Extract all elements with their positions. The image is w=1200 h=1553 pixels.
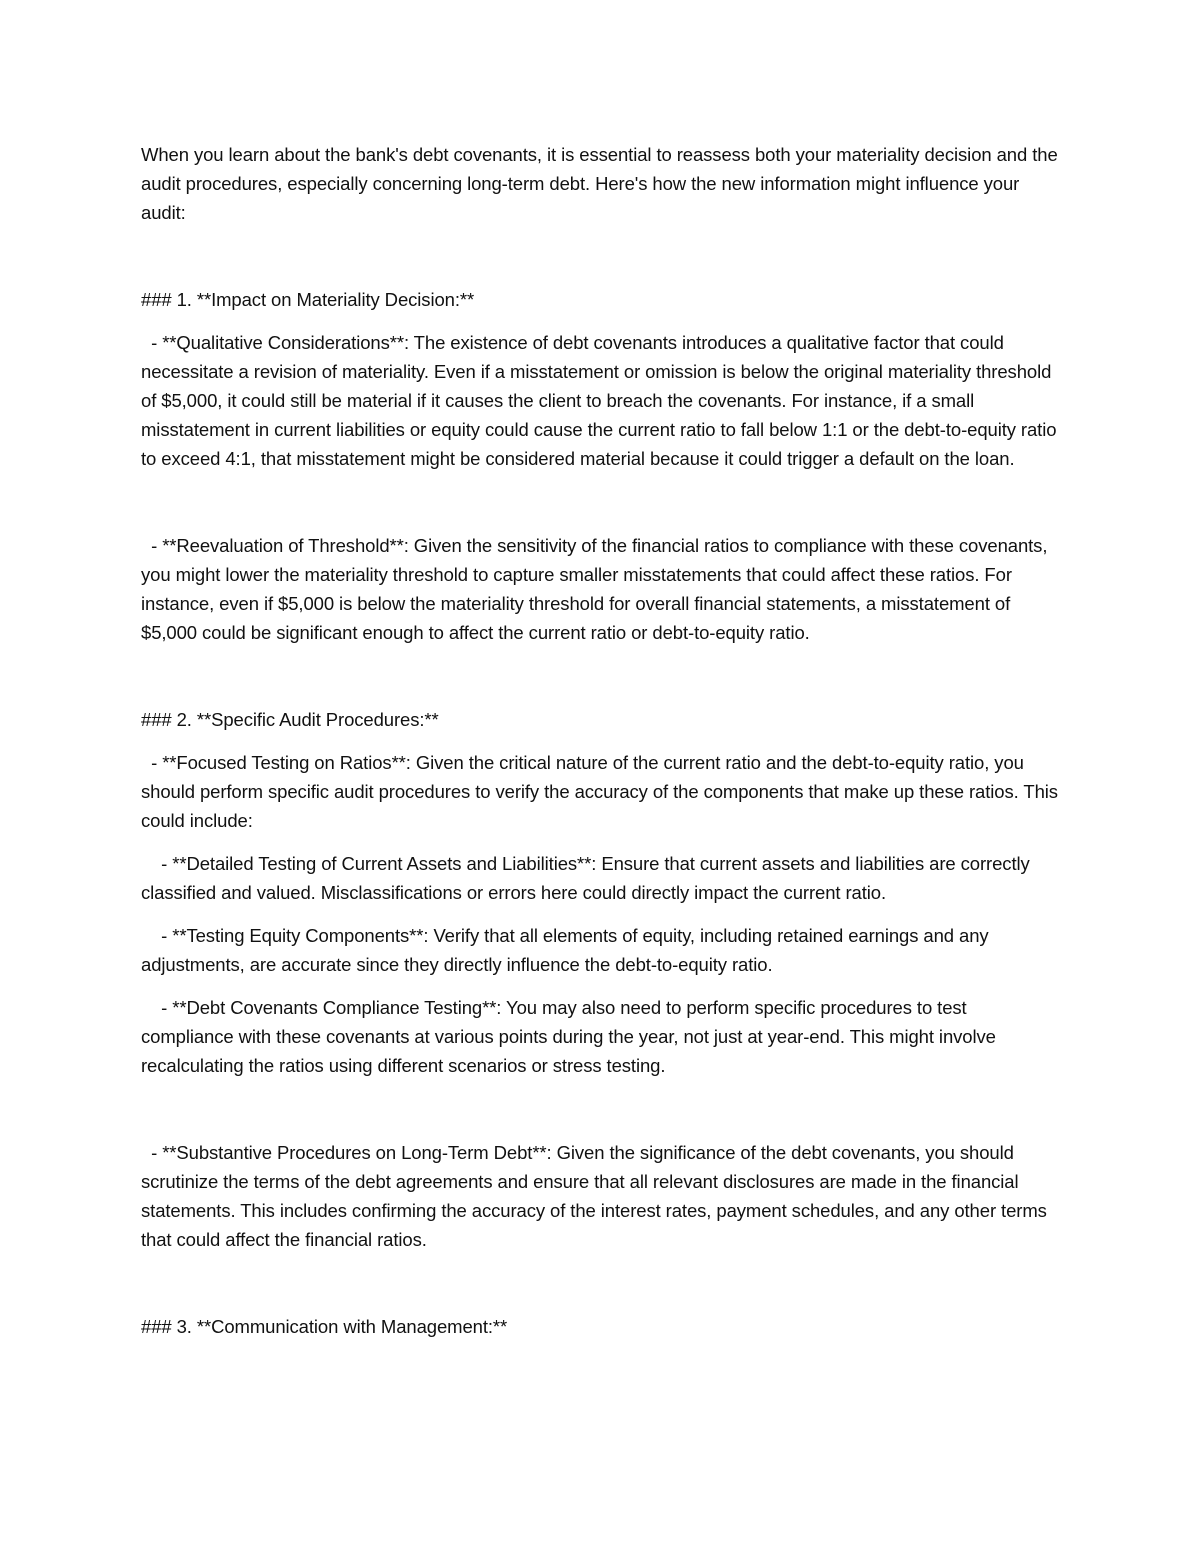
section-2-subitem-current-assets: - **Detailed Testing of Current Assets and Liabilities**: Ensure that current assets and liabilities are correctly classified and valued. Misclassifications or errors here could directly impact the current ratio. (141, 853, 1035, 903)
spacer (141, 835, 1061, 849)
spacer (141, 227, 1061, 285)
spacer (141, 473, 1061, 531)
spacer (141, 907, 1061, 921)
spacer (141, 979, 1061, 993)
spacer (141, 1254, 1061, 1312)
section-1-item-qualitative: - **Qualitative Considerations**: The existence of debt covenants introduces a qualitative factor that could necessitate a revision of materiality. Even if a misstatement or omission is below the original materiality threshold of $5,000, it could still be material if it causes the client to breach the covenants. For instance, if a small misstatement in current liabilities or equity could cause the current ratio to fall below 1:1 or the debt-to-equity ratio to exceed 4:1, that misstatement might be considered material because it could trigger a default on the loan. (141, 332, 1062, 469)
section-1-item-reevaluation: - **Reevaluation of Threshold**: Given the sensitivity of the financial ratios to compliance with these covenants, you might lower the materiality threshold to capture smaller misstatements that could affect these ratios. For instance, even if $5,000 is below the materiality threshold for overall financial statements, a misstatement of $5,000 could be significant enough to affect the current ratio or debt-to-equity ratio. (141, 535, 1053, 643)
section-2-heading: ### 2. **Specific Audit Procedures:** (141, 709, 439, 730)
section-1-heading: ### 1. **Impact on Materiality Decision:** (141, 289, 475, 310)
section-2-item-long-term-debt: - **Substantive Procedures on Long-Term Debt**: Given the significance of the debt covenants, you should scrutinize the terms of the debt agreements and ensure that all relevant disclosures are made in the financial statements. This includes confirming the accuracy of the interest rates, payment schedules, and any other terms that could affect the financial ratios. (141, 1142, 1052, 1250)
spacer (141, 647, 1061, 705)
spacer (141, 1080, 1061, 1138)
spacer (141, 314, 1061, 328)
section-2-subitem-covenants: - **Debt Covenants Compliance Testing**: You may also need to perform specific procedures to test compliance with these covenants at various points during the year, not just at year-end. This might involve recalculating the ratios using different scenarios or stress testing. (141, 997, 1001, 1076)
spacer (141, 734, 1061, 748)
document-body (141, 140, 1061, 1341)
section-2-subitem-equity: - **Testing Equity Components**: Verify that all elements of equity, including retained earnings and any adjustments, are accurate since they directly influence the debt-to-equity ratio. (141, 925, 994, 975)
section-3-heading: ### 3. **Communication with Management:** (141, 1316, 508, 1337)
intro-paragraph: When you learn about the bank's debt covenants, it is essential to reassess both your materiality decision and the audit procedures, especially concerning long-term debt. Here's how the new information might influence your audit: (141, 144, 1063, 223)
section-2-item-focused-testing: - **Focused Testing on Ratios**: Given the critical nature of the current ratio and the debt-to-equity ratio, you should perform specific audit procedures to verify the accuracy of the components that make up these ratios. This could include: (141, 752, 1063, 831)
